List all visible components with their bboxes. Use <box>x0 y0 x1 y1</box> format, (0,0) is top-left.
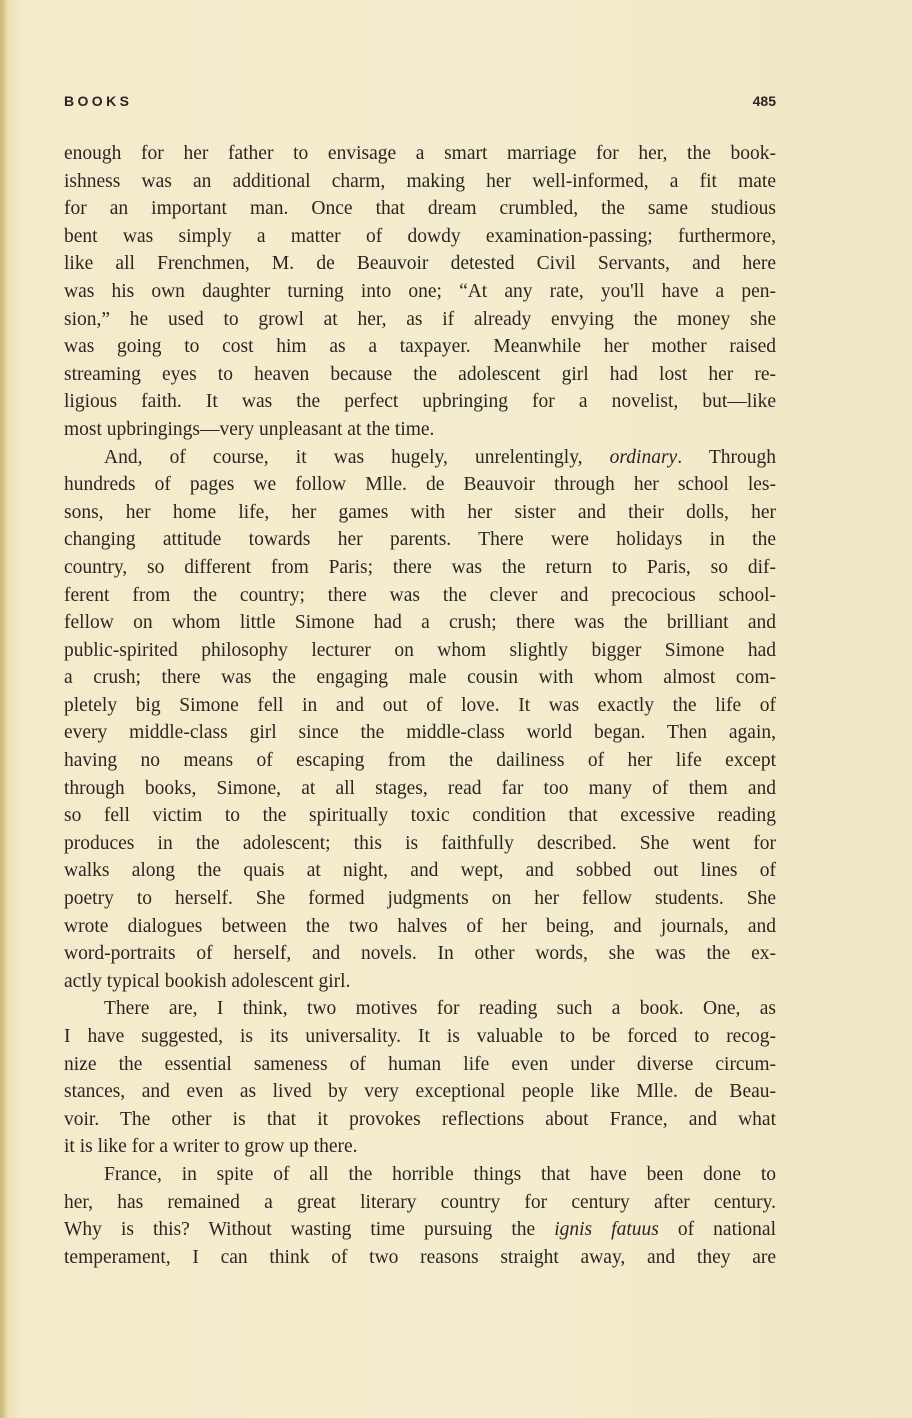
text-line: it is like for a writer to grow up there. <box>64 1136 358 1158</box>
text-line: nize the essential sameness of human life even under diverse circum- <box>64 1053 776 1075</box>
text-line: stances, and even as lived by very exceptional people like Mlle. de Beau- <box>64 1081 776 1103</box>
text-line: for an important man. Once that dream crumbled, the same studious <box>64 198 776 220</box>
text-line: produces in the adolescent; this is faithfully described. She went for <box>64 832 776 854</box>
text-line: wrote dialogues between the two halves of her being, and journals, and <box>64 915 776 937</box>
text-line: every middle-class girl since the middle-class world began. Then again, <box>64 722 776 744</box>
text-line: country, so different from Paris; there was the return to Paris, so dif- <box>64 556 776 578</box>
text-line: pletely big Simone fell in and out of love. It was exactly the life of <box>64 694 776 716</box>
text-line: I have suggested, is its universality. It is valuable to be forced to recog- <box>64 1026 776 1047</box>
text-line: walks along the quais at night, and wept, and sobbed out lines of <box>64 860 776 882</box>
text-line: most upbringings—very unpleasant at the time. <box>64 418 435 440</box>
text-line: having no means of escaping from the dailiness of her life except <box>64 750 776 772</box>
text-line: public-spirited philosophy lecturer on whom slightly bigger Simone had <box>64 639 776 661</box>
section-title: BOOKS <box>64 93 133 109</box>
text-line: was going to cost him as a taxpayer. Meanwhile her mother raised <box>64 336 776 358</box>
italic-text: ordinary <box>609 446 678 468</box>
text-line: ishness was an additional charm, making her well-informed, a fit mate <box>64 170 776 192</box>
text-line: enough for her father to envisage a smart marriage for her, the book- <box>64 143 776 164</box>
text-line: her, has remained a great literary country for century after century. <box>64 1191 776 1213</box>
text-line: ligious faith. It was the perfect upbringing for a novelist, but—like <box>64 391 776 413</box>
text-run: of national <box>658 1219 776 1241</box>
text-line: actly typical bookish adolescent girl. <box>64 970 351 992</box>
text-line: voir. The other is that it provokes reflections about France, and what <box>64 1108 776 1130</box>
text-line: changing attitude towards her parents. There were holidays in the <box>64 529 776 551</box>
text-line: word-portraits of herself, and novels. In other words, she was the ex- <box>64 943 776 965</box>
text-line: France, in spite of all the horrible things that have been done to <box>104 1163 776 1185</box>
text-line: a crush; there was the engaging male cousin with whom almost com- <box>64 667 776 689</box>
text-line: like all Frenchmen, M. de Beauvoir detested Civil Servants, and here <box>64 253 776 275</box>
page-number: 485 <box>752 93 776 109</box>
text-line: sons, her home life, her games with her sister and their dolls, her <box>64 501 776 523</box>
text-line: ferent from the country; there was the clever and precocious school- <box>64 584 776 606</box>
italic-text: ignis fatuus <box>554 1219 659 1241</box>
text-line: temperament, I can think of two reasons straight away, and they are <box>64 1246 776 1268</box>
page-spine-edge <box>0 0 8 1418</box>
text-line <box>64 1216 776 1244</box>
text-line: bent was simply a matter of dowdy examination-passing; furthermore, <box>64 225 776 247</box>
body-text <box>64 140 776 1271</box>
text-line: streaming eyes to heaven because the adolescent girl had lost her re- <box>64 363 776 385</box>
text-line: poetry to herself. She formed judgments on her fellow students. She <box>64 888 776 910</box>
text-line: sion,” he used to growl at her, as if already envying the money she <box>64 308 776 330</box>
text-line: through books, Simone, at all stages, read far too many of them and <box>64 777 776 799</box>
text-run: And, of course, it was hugely, unrelentingly, <box>104 446 610 468</box>
text-line: hundreds of pages we follow Mlle. de Beauvoir through her school les- <box>64 474 776 496</box>
text-line <box>64 444 776 472</box>
text-run: . Through <box>677 446 776 468</box>
text-line: There are, I think, two motives for reading such a book. One, as <box>104 998 776 1020</box>
running-header <box>64 93 776 113</box>
text-line: fellow on whom little Simone had a crush; there was the brilliant and <box>64 612 776 634</box>
text-line: so fell victim to the spiritually toxic condition that excessive reading <box>64 805 776 827</box>
text-run: Why is this? Without wasting time pursuing the <box>64 1219 555 1241</box>
text-line: was his own daughter turning into one; “At any rate, you'll have a pen- <box>64 280 776 302</box>
